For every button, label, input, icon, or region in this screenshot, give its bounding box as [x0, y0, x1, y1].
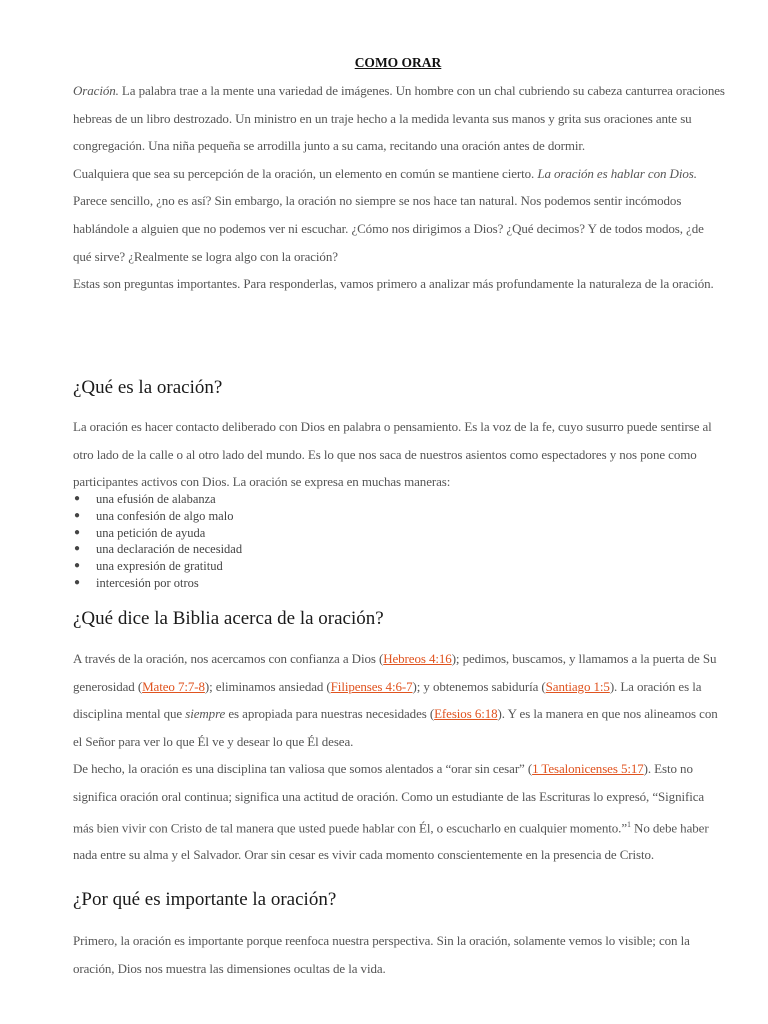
footnote-marker[interactable]: 1: [627, 819, 631, 829]
list-item-text: una declaración de necesidad: [96, 542, 243, 557]
section2-text: ). Esto no significa oración oral continua; significa una actitud de oración. Como un estudiante de las Escrituras lo expresó, “Significa más bien vivir con Cristo de tal manera que usted puede hablar con Él, o escucharlo en cualquier momento.”: [73, 761, 705, 835]
section2-text: ). Y es la manera en que nos alineamos con el Señor para ver lo que Él ve y desear lo que Él desea.: [73, 706, 718, 749]
intro-paragraph-3: Parece sencillo, ¿no es así? Sin embargo, la oración no siempre se nos hace tan natural. Nos podemos sentir incómodos hablándole a alguien que no podemos ver ni escuchar. ¿Cómo nos dirigimos a Dios? ¿Qué decimos? Y de todos modos, ¿de qué sirve? ¿Realmente se logra algo con la oración?: [73, 193, 704, 264]
prayer-forms-list: [73, 491, 242, 592]
section3-paragraph: Primero, la oración es importante porque reenfoca nuestra perspectiva. Sin la oración, solamente vemos lo visible; con la oración, Dios nos muestra las dimensiones ocultas de la vida.: [73, 933, 690, 976]
list-item: [73, 541, 242, 558]
ref-santiago-link[interactable]: Santiago 1:5: [545, 678, 610, 694]
heading-que-dice-la-biblia: ¿Qué dice la Biblia acerca de la oración?: [73, 608, 384, 629]
list-item: [73, 558, 242, 575]
document-title: COMO ORAR: [354, 55, 442, 70]
section2-emphasis: siempre: [185, 706, 226, 722]
ref-filipenses-link[interactable]: Filipenses 4:6-7: [330, 678, 413, 694]
section2-text: De hecho, la oración es una disciplina tan valiosa que somos alentados a “orar sin cesar” (: [73, 761, 533, 777]
list-item: [73, 575, 242, 592]
ref-mateo-link[interactable]: Mateo 7:7-8: [142, 678, 205, 694]
list-item: [73, 508, 242, 525]
section2-paragraph-2: [73, 755, 725, 869]
intro-paragraph-4: Estas son preguntas importantes. Para responderlas, vamos primero a analizar más profundamente la naturaleza de la oración.: [73, 276, 714, 292]
list-item-text: una petición de ayuda: [96, 525, 206, 540]
intro-section: [73, 77, 725, 298]
ref-hebreos-link[interactable]: Hebreos 4:16: [383, 651, 452, 666]
section1-body: [73, 413, 725, 496]
bullet-icon: ●: [74, 526, 81, 538]
ref-efesios-link[interactable]: Efesios 6:18: [434, 706, 498, 722]
section2-text: es apropiada para nuestras necesidades (: [225, 706, 435, 722]
heading-que-es-la-oracion: ¿Qué es la oración?: [73, 377, 223, 398]
section2-text: ); y obtenemos sabiduría (: [412, 678, 546, 694]
intro-paragraph-1-text: La palabra trae a la mente una variedad de imágenes. Un hombre con un chal cubriendo su cabeza canturrea oraciones hebreas de un libro destrozado. Un ministro en un traje hecho a la medida levanta sus manos y grita sus oraciones ante su congregación. Una niña pequeña se arrodilla junto a su cama, recitando una oración antes de dormir.: [73, 83, 725, 154]
intro-paragraph-2-emphasis: La oración es hablar con Dios.: [537, 165, 697, 181]
intro-paragraph-2-text: Cualquiera que sea su percepción de la oración, un elemento en común se mantiene cierto.: [73, 165, 538, 181]
bullet-icon: ●: [74, 576, 81, 588]
heading-por-que-es-importante: ¿Por qué es importante la oración?: [73, 889, 337, 910]
section3-body: [73, 927, 725, 982]
list-item: [73, 525, 242, 542]
bullet-icon: ●: [74, 493, 81, 504]
section2-text: ). La oración es la disciplina mental que: [73, 678, 702, 722]
list-item-text: una efusión de alabanza: [96, 492, 216, 506]
section2-text: No debe haber nada entre su alma y el Salvador. Orar sin cesar es vivir cada momento conscientemente en la presencia de Cristo.: [73, 819, 709, 863]
intro-paragraph-2: [73, 160, 725, 188]
section2-body: [73, 645, 725, 869]
section2-text: A través de la oración, nos acercamos con confianza a Dios (: [73, 651, 384, 666]
ref-tesalonicenses-link[interactable]: 1 Tesalonicenses 5:17: [532, 761, 644, 777]
list-item-text: una expresión de gratitud: [96, 559, 223, 574]
bullet-icon: ●: [74, 509, 81, 521]
bullet-icon: ●: [74, 543, 81, 555]
list-item-text: intercesión por otros: [96, 575, 199, 590]
section1-paragraph: La oración es hacer contacto deliberado con Dios en palabra o pensamiento. Es la voz de la fe, cuyo susurro puede sentirse al otro lado de la calle o al otro lado del mundo. Es lo que nos saca de nuestros asientos como espectadores y nos pone como participantes activos con Dios. La oración se expresa en muchas maneras:: [73, 419, 712, 490]
list-item-text: una confesión de algo malo: [96, 508, 234, 523]
intro-paragraph-1: [73, 77, 725, 160]
section2-text: ); eliminamos ansiedad (: [204, 678, 331, 694]
bullet-icon: ●: [74, 560, 81, 572]
list-item: [73, 491, 242, 508]
section2-text: ); pedimos, buscamos, y llamamos a la puerta de Su generosidad (: [73, 651, 717, 694]
section2-paragraph-1: [73, 645, 725, 755]
intro-lead-word: Oración.: [73, 83, 119, 98]
